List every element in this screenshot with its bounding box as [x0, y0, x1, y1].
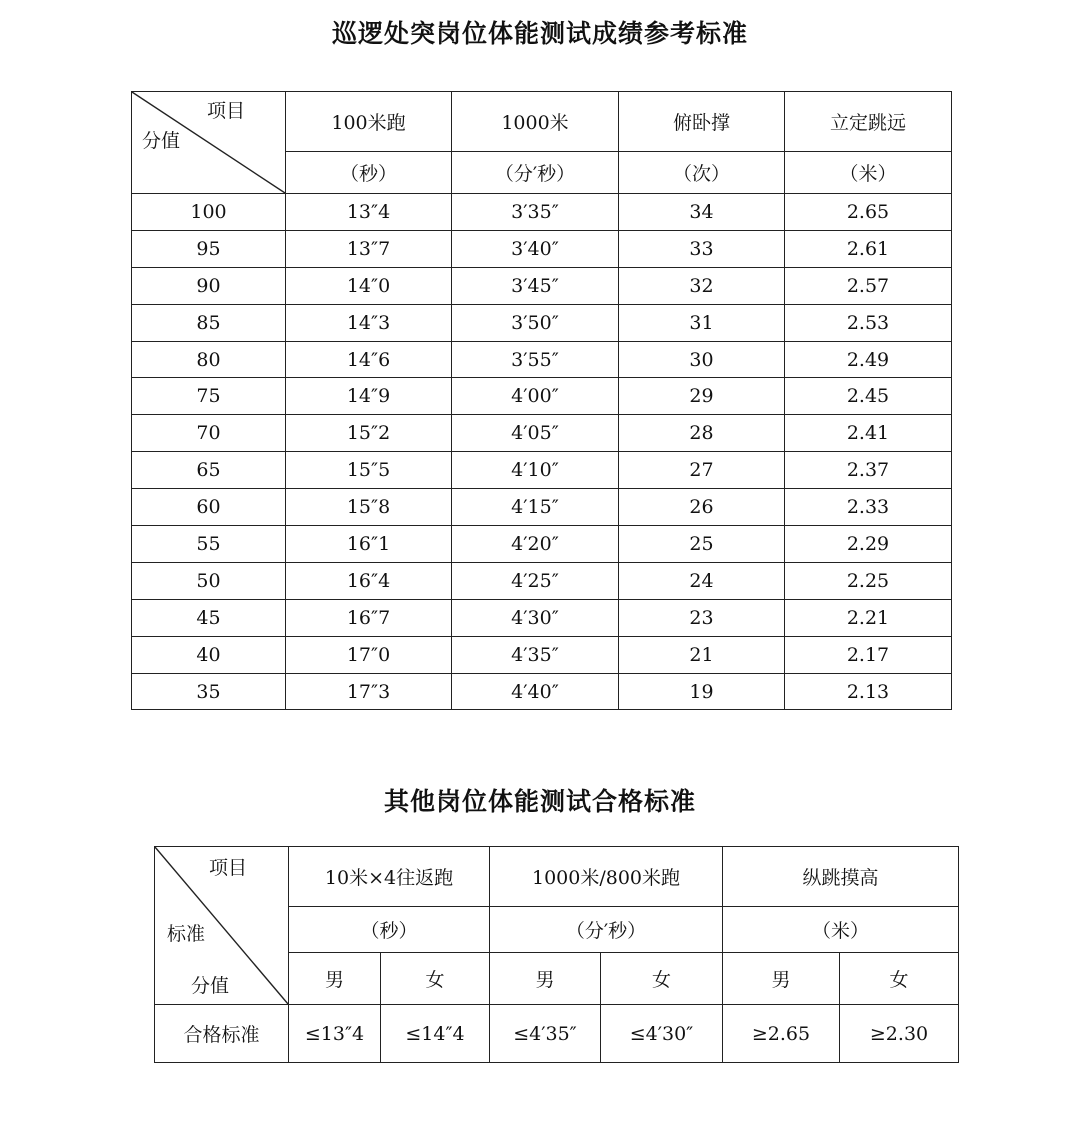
- column-header-shuttle-run: 10米×4往返跑: [289, 847, 490, 907]
- cell-pushups: 30: [619, 341, 785, 378]
- cell-100m: 16″4: [286, 562, 452, 599]
- column-unit-1000m-800m: （分′秒）: [490, 907, 723, 953]
- column-header-100m: 100米跑: [286, 92, 452, 152]
- gender-male-header: 男: [289, 953, 381, 1005]
- column-unit-100m: （秒）: [286, 152, 452, 194]
- cell-pushups: 24: [619, 562, 785, 599]
- pass-jump-female: ≥2.30: [840, 1005, 959, 1063]
- pass-jump-male: ≥2.65: [723, 1005, 840, 1063]
- table-row: [132, 415, 952, 452]
- table-row: [132, 194, 952, 231]
- pass-shuttle-male: ≤13″4: [289, 1005, 381, 1063]
- cell-pushups: 26: [619, 489, 785, 526]
- column-unit-pushups: （次）: [619, 152, 785, 194]
- table2-corner-cell: [155, 847, 289, 1005]
- column-unit-shuttle-run: （秒）: [289, 907, 490, 953]
- cell-1000m: 4′30″: [452, 599, 619, 636]
- cell-1000m: 4′25″: [452, 562, 619, 599]
- cell-1000m: 4′35″: [452, 636, 619, 673]
- gender-male-header: 男: [723, 953, 840, 1005]
- score-cell: 80: [132, 341, 286, 378]
- table-row: [132, 489, 952, 526]
- cell-100m: 14″0: [286, 267, 452, 304]
- cell-standing-jump: 2.17: [785, 636, 952, 673]
- gender-male-header: 男: [490, 953, 601, 1005]
- cell-pushups: 31: [619, 304, 785, 341]
- cell-standing-jump: 2.53: [785, 304, 952, 341]
- score-cell: 35: [132, 673, 286, 710]
- column-unit-1000m: （分′秒）: [452, 152, 619, 194]
- cell-100m: 15″8: [286, 489, 452, 526]
- gender-female-header: 女: [381, 953, 490, 1005]
- column-unit-vertical-jump: （米）: [723, 907, 959, 953]
- cell-pushups: 27: [619, 452, 785, 489]
- pass-standard-row: [155, 1005, 959, 1063]
- cell-1000m: 4′20″: [452, 526, 619, 563]
- score-cell: 85: [132, 304, 286, 341]
- cell-pushups: 33: [619, 230, 785, 267]
- cell-standing-jump: 2.57: [785, 267, 952, 304]
- cell-pushups: 23: [619, 599, 785, 636]
- score-cell: 95: [132, 230, 286, 267]
- score-cell: 55: [132, 526, 286, 563]
- table-row: [132, 378, 952, 415]
- cell-pushups: 34: [619, 194, 785, 231]
- cell-pushups: 21: [619, 636, 785, 673]
- pass-shuttle-female: ≤14″4: [381, 1005, 490, 1063]
- score-cell: 65: [132, 452, 286, 489]
- table-row: [132, 673, 952, 710]
- cell-100m: 16″1: [286, 526, 452, 563]
- score-cell: 100: [132, 194, 286, 231]
- table1-corner-cell: [132, 92, 286, 194]
- column-unit-standing-jump: （米）: [785, 152, 952, 194]
- score-cell: 40: [132, 636, 286, 673]
- cell-1000m: 4′40″: [452, 673, 619, 710]
- cell-1000m: 4′10″: [452, 452, 619, 489]
- column-header-pushups: 俯卧撑: [619, 92, 785, 152]
- corner-label-score: 分值: [191, 975, 230, 997]
- table2-title: 其他岗位体能测试合格标准: [383, 787, 696, 816]
- score-cell: 45: [132, 599, 286, 636]
- score-cell: 90: [132, 267, 286, 304]
- cell-100m: 17″3: [286, 673, 452, 710]
- corner-label-item: 项目: [207, 100, 246, 122]
- cell-standing-jump: 2.61: [785, 230, 952, 267]
- score-cell: 60: [132, 489, 286, 526]
- pass-standard-label: 合格标准: [155, 1005, 289, 1063]
- cell-1000m: 3′45″: [452, 267, 619, 304]
- table-row: [132, 341, 952, 378]
- cell-standing-jump: 2.49: [785, 341, 952, 378]
- table-row: [132, 599, 952, 636]
- cell-100m: 14″9: [286, 378, 452, 415]
- cell-100m: 17″0: [286, 636, 452, 673]
- cell-1000m: 3′35″: [452, 194, 619, 231]
- table-row: [132, 636, 952, 673]
- table-row: [132, 304, 952, 341]
- cell-100m: 15″5: [286, 452, 452, 489]
- cell-100m: 13″7: [286, 230, 452, 267]
- cell-1000m: 3′55″: [452, 341, 619, 378]
- cell-standing-jump: 2.13: [785, 673, 952, 710]
- corner-label-standard: 标准: [167, 923, 206, 945]
- cell-1000m: 4′00″: [452, 378, 619, 415]
- cell-1000m: 3′50″: [452, 304, 619, 341]
- cell-1000m: 4′15″: [452, 489, 619, 526]
- column-header-vertical-jump: 纵跳摸高: [723, 847, 959, 907]
- cell-standing-jump: 2.25: [785, 562, 952, 599]
- score-cell: 50: [132, 562, 286, 599]
- score-cell: 70: [132, 415, 286, 452]
- cell-standing-jump: 2.65: [785, 194, 952, 231]
- cell-100m: 13″4: [286, 194, 452, 231]
- pass-run-male: ≤4′35″: [490, 1005, 601, 1063]
- cell-standing-jump: 2.37: [785, 452, 952, 489]
- gender-female-header: 女: [601, 953, 723, 1005]
- cell-pushups: 28: [619, 415, 785, 452]
- cell-100m: 14″6: [286, 341, 452, 378]
- cell-100m: 16″7: [286, 599, 452, 636]
- cell-standing-jump: 2.21: [785, 599, 952, 636]
- column-header-1000m: 1000米: [452, 92, 619, 152]
- cell-100m: 14″3: [286, 304, 452, 341]
- table-row: [132, 526, 952, 563]
- table1-title: 巡逻处突岗位体能测试成绩参考标准: [331, 19, 748, 48]
- cell-100m: 15″2: [286, 415, 452, 452]
- table-row: [132, 452, 952, 489]
- table2-pass-standards: [154, 846, 959, 1063]
- table-row: [132, 267, 952, 304]
- gender-female-header: 女: [840, 953, 959, 1005]
- cell-pushups: 32: [619, 267, 785, 304]
- table-row: [132, 230, 952, 267]
- cell-standing-jump: 2.29: [785, 526, 952, 563]
- score-cell: 75: [132, 378, 286, 415]
- pass-run-female: ≤4′30″: [601, 1005, 723, 1063]
- column-header-1000m-800m: 1000米/800米跑: [490, 847, 723, 907]
- column-header-standing-jump: 立定跳远: [785, 92, 952, 152]
- cell-standing-jump: 2.41: [785, 415, 952, 452]
- cell-pushups: 25: [619, 526, 785, 563]
- corner-label-score: 分值: [142, 130, 181, 152]
- table1-score-standards: [131, 91, 952, 710]
- cell-1000m: 4′05″: [452, 415, 619, 452]
- table-row: [132, 562, 952, 599]
- cell-pushups: 19: [619, 673, 785, 710]
- cell-standing-jump: 2.45: [785, 378, 952, 415]
- cell-standing-jump: 2.33: [785, 489, 952, 526]
- cell-1000m: 3′40″: [452, 230, 619, 267]
- corner-label-item: 项目: [209, 857, 248, 879]
- cell-pushups: 29: [619, 378, 785, 415]
